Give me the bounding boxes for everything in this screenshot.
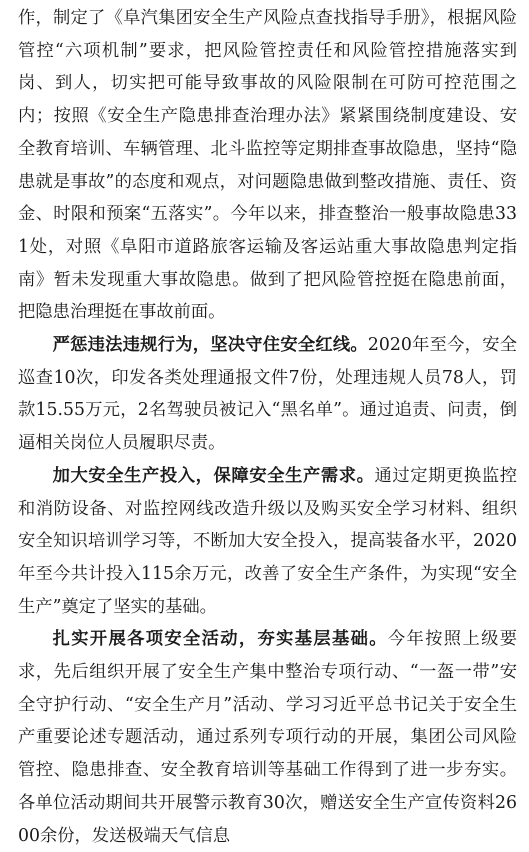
paragraph-3-text: 通过定期更换监控和消防设备、对监控网线改造升级以及购买安全学习材料、组织安全知识培训学习等，不断加大安全投入，提高装备水平，2020年至今共计投入115余万元，改善了安全生产条件，为实现“安全生产”奠定了坚实的基础。: [18, 465, 517, 617]
paragraph-2-text: 2020年至今，安全巡查10次，印发各类处理通报文件7份，处理违规人员78人，罚款15.55万元，2名驾驶员被记入“黑名单”。通过追责、问责，倒逼相关岗位人员履职尽责。: [18, 335, 517, 454]
paragraph-1: [18, 2, 517, 329]
paragraph-3-lead: 加大安全生产投入，保障安全生产需求。: [52, 465, 375, 486]
paragraph-1-text: 作，制定了《阜汽集团安全生产风险点查找指导手册》，根据风险管控“六项机制”要求，把风险管控责任和风险管控措施落实到岗、到人，切实把可能导致事故的风险限制在可防可控范围之内；按照《安全生产隐患排查治理办法》紧紧围绕制度建设、安全教育培训、车辆管理、北斗监控等定期排查事故隐患，坚持“隐患就是事故”的态度和观点，对问题隐患做到整改措施、责任、资金、时限和预案“五落实”。今年以来，排查整治一般事故隐患331处，对照《阜阳市道路旅客运输及客运站重大事故隐患判定指南》暂未发现重大事故隐患。做到了把风险管控挺在隐患前面，把隐患治理挺在事故前面。: [18, 8, 517, 323]
paragraph-4-lead: 扎实开展各项安全活动，夯实基层基础。: [52, 629, 388, 650]
paragraph-3: [18, 460, 517, 624]
paragraph-4-text: 今年按照上级要求，先后组织开展了安全生产集中整治专项行动、“一盔一带”安全守护行动、“安全生产月”活动、学习习近平总书记关于安全生产重要论述专题活动，通过系列专项行动的开展，集团公司风险管控、隐患排查、安全教育培训等基础工作得到了进一步夯实。各单位活动期间共开展警示教育30次，赠送安全生产宣传资料2600余份，发送极端天气信息: [18, 629, 517, 846]
paragraph-2-lead: 严惩违法违规行为，坚决守住安全红线。: [52, 335, 368, 356]
paragraph-2: [18, 329, 517, 460]
